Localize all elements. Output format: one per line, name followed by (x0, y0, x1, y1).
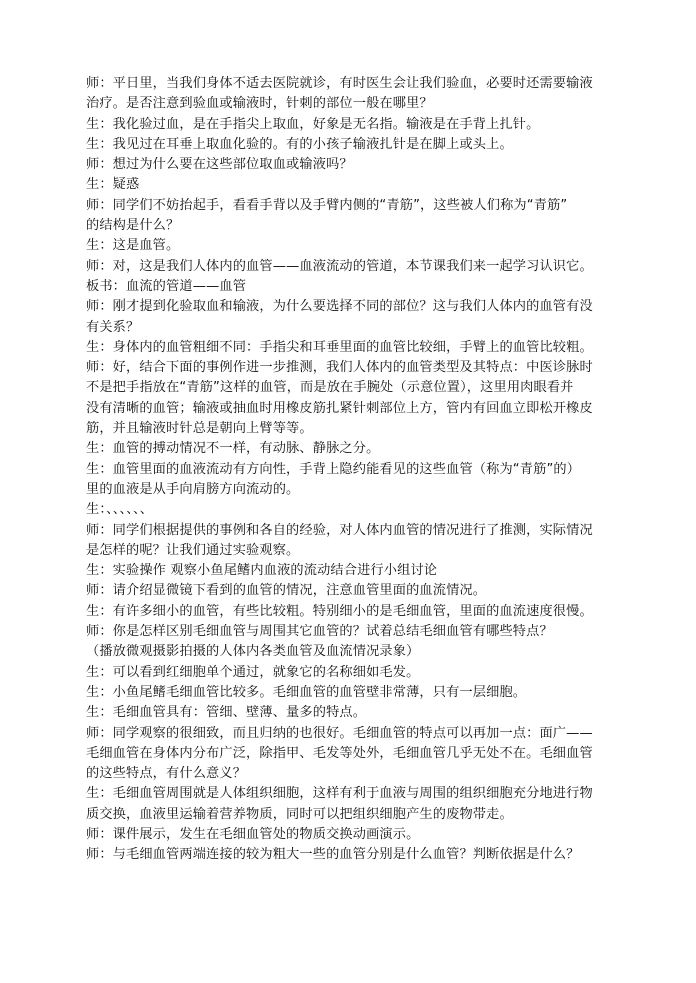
text-line: 师：想过为什么要在这些部位取血或输液吗？ (86, 157, 353, 173)
text-line: 师：平日里，当我们身体不适去医院就诊，有时医生会让我们验血，必要时还需要输液 (86, 76, 593, 91)
text-line: 毛细血管在身体内分布广泛，除指甲、毛发等处外，毛细血管几乎无处不在。毛细血管 (86, 745, 593, 761)
text-line: 生：我见过在耳垂上取血化验的。有的小孩子输液扎针是在脚上或头上。 (86, 136, 513, 152)
text-line: 生：血管里面的血液流动有方向性，手背上隐约能看见的这些血管（称为“青筋”的） (86, 461, 581, 477)
text-line: 生：实验操作 观察小鱼尾鳍内血液的流动结合进行小组讨论 (86, 563, 438, 579)
text-line: 生：可以看到红细胞单个通过，就象它的名称细如毛发。 (86, 664, 420, 680)
text-line: 师：同学观察的很细致，而且归纳的也很好。毛细血管的特点可以再加一点：面广—— (86, 725, 593, 741)
text-line: 是怎样的呢？让我们通过实验观察。 (86, 542, 300, 558)
text-line: 师：课件展示，发生在毛细血管处的物质交换动画演示。 (86, 826, 420, 842)
text-line: 的这些特点，有什么意义？ (86, 766, 247, 782)
text-line: 没有清晰的血管；输液或抽血时用橡皮筋扎紧针刺部位上方，管内有回血立即松开橡皮 (86, 400, 593, 416)
text-line: 筋，并且输液时针总是朝向上臂等等。 (86, 421, 313, 437)
text-line: 师：与毛细血管两端连接的较为粗大一些的血管分别是什么血管？判断依据是什么？ (86, 847, 580, 863)
text-line: 生：这是血管。 (86, 238, 180, 254)
text-line: 有关系？ (86, 319, 140, 335)
document-body (86, 74, 614, 866)
text-line: 师：刚才提到化验取血和输液，为什么要选择不同的部位？这与我们人体内的血管有没 (86, 299, 593, 315)
text-line: 生：身体内的血管粗细不同：手指尖和耳垂里面的血管比较细，手臂上的血管比较粗。 (86, 339, 593, 355)
text-line: 生：疑惑 (86, 177, 140, 193)
text-line: 不是把手指放在“青筋”这样的血管，而是放在手腕处（示意位置），这里用肉眼看并 (86, 380, 574, 396)
text-line: 生：有许多细小的血管，有些比较粗。特别细小的是毛细血管，里面的血流速度很慢。 (86, 603, 593, 619)
text-line: 师：你是怎样区别毛细血管与周围其它血管的？试着总结毛细血管有哪些特点？ (86, 624, 553, 640)
text-line: 生：血管的搏动情况不一样，有动脉、静脉之分。 (86, 441, 380, 457)
text-line: 里的血液是从手向肩膀方向流动的。 (86, 481, 300, 497)
text-line: 生：我化验过血，是在手指尖上取血，好象是无名指。输液是在手背上扎针。 (86, 116, 540, 132)
text-line: 师：好，结合下面的事例作进一步推测，我们人体内的血管类型及其特点：中医诊脉时 (86, 360, 593, 376)
text-line: 师：对，这是我们人体内的血管——血液流动的管道，本节课我们来一起学习认识它。 (86, 258, 593, 274)
text-line: 生：小鱼尾鳍毛细血管比较多。毛细血管的血管壁非常薄，只有一层细胞。 (86, 684, 527, 700)
text-line: 质交换，血液里运输着营养物质，同时可以把组织细胞产生的废物带走。 (86, 806, 513, 822)
text-line: 师：同学们不妨抬起手，看看手背以及手臂内侧的“青筋”，这些被人们称为“青筋” (86, 197, 568, 213)
text-line: 的结构是什么？ (86, 218, 180, 234)
text-line: （播放微观摄影拍摄的人体内各类血管及血流情况录象） (86, 644, 420, 660)
text-line: 生：、、、、、、 (86, 502, 154, 518)
text-line: 师：同学们根据提供的事例和各自的经验，对人体内血管的情况进行了推测，实际情况 (86, 522, 593, 538)
blackboard-heading: 板书：血流的管道——血管 (86, 278, 247, 294)
text-line: 生：毛细血管具有：管细、壁薄、量多的特点。 (86, 705, 367, 721)
text-line: 治疗。是否注意到验血或输液时，针刺的部位一般在哪里？ (86, 96, 433, 112)
text-line: 师：请介绍显微镜下看到的血管的情况，注意血管里面的血流情况。 (86, 583, 487, 599)
text-line: 生：毛细血管周围就是人体组织细胞，这样有利于血液与周围的组织细胞充分地进行物 (86, 786, 593, 802)
